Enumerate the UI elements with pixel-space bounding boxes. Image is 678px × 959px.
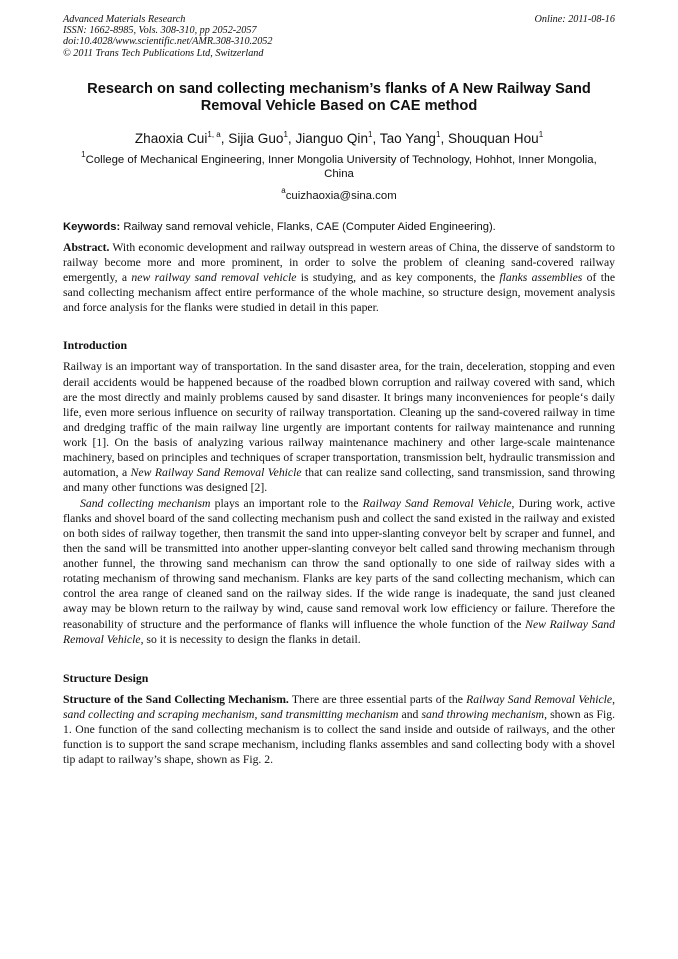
- author: Shouquan Hou$^1$: [448, 129, 544, 146]
- author: Tao Yang$^1$: [379, 129, 441, 146]
- author: Sijia Guo$^1$: [228, 129, 288, 146]
- journal-header: [63, 14, 615, 59]
- author-email: $^a$cuizhaoxia@sina.com: [281, 185, 397, 202]
- online-date: Online: 2011-08-16: [534, 14, 615, 25]
- section-heading-structure-design: Structure Design: [63, 670, 149, 685]
- intro-paragraph-2: Sand collecting mechanism plays an important role to the Railway Sand Removal Vehicle, During work, active flanks and shovel board of the sand collecting mechanism push and collect the sand existed in the railway and existed on both sides of railway together, then transmit the sand into upper-slanting conveyor belt by scraper and funnel, and then the sand will be transmitted into another upper-slanting conveyor belt called sand throwing mechanism through another funnel, the throwing sand mechanism can throw the sand optionally to one side of railway sides with a rotating mechanism of throwing sand mechanism. Flanks are key parts of the sand collecting mechanism, which can control the area range of cleaned sand on the railway sides. If the wide range is inadequate, the sand just cleaned away may be blown return to the railway by wind, cause sand removal work low efficiency or failure. Therefore the reasonability of structure and the performance of flanks will influence the whole function of the New Railway Sand Removal Vehicle, so it is necessity to design the flanks in detail.: [63, 496, 616, 646]
- journal-name: Advanced Materials Research: [63, 14, 186, 25]
- intro-paragraph-1: Railway is an important way of transportation. In the sand disaster area, for the train, deceleration, stopping and even derail accidents would be happened because of the roadbed blown corruption and railway covered with sand, which are the most directly and mainly problems caused by sand disaster. It brings many inconveniences for people‘s daily life, even more serious influence on security of railway transportation. Cleaning up the sand-covered railway in time and dredging traffic of the main railway line urgently are important contents for railway maintenance and running work [1]. On the basis of analyzing various railway maintenance machinery and other large-scale maintenance machinery, based on principles and techniques of scraper transportation, transmission belt, hydraulic transmission and automation, a New Railway Sand Removal Vehicle that can realize sand collecting, sand transmission, sand throwing and many other functions was designed [2].: [63, 360, 616, 495]
- author: Jianguo Qin$^1$: [295, 129, 373, 146]
- author-list: Zhaoxia Cui$^{1, a}$, Sijia Guo$^1$, Jianguo Qin$^1$, Tao Yang$^1$, Shouquan Hou$^1$: [134, 129, 544, 146]
- copyright-line: © 2011 Trans Tech Publications Ltd, Switzerland: [63, 47, 264, 59]
- author: Zhaoxia Cui$^{1, a}$: [134, 129, 221, 146]
- doi-line: doi:10.4028/www.scientific.net/AMR.308-310.2052: [63, 36, 273, 48]
- keywords: Keywords: Railway sand removal vehicle, Flanks, CAE (Computer Aided Engineering).: [63, 220, 496, 233]
- paper-page: [63, 14, 615, 767]
- section-heading-introduction: Introduction: [63, 338, 128, 353]
- structure-paragraph: Structure of the Sand Collecting Mechanism. There are three essential parts of the Railway Sand Removal Vehicle, sand collecting and scraping mechanism, sand transmitting mechanism and sand throwing mechanism, shown as Fig. 1. One function of the sand collecting mechanism is to collect the sand inside and outside of railways, and the other function is to support the sand scrape mechanism, including flanks assembles and sand collecting body with a shovel tip adapt to railway’s shape, shown as Fig. 2.: [63, 692, 616, 767]
- affiliation: $^1$College of Mechanical Engineering, Inner Mongolia University of Technology, Hohhot, Inner Mongolia, China: [81, 149, 597, 180]
- abstract: Abstract. With economic development and railway outspread in western areas of China, the disserve of sandstorm to railway become more and more prominent, in order to solve the problem of cleaning sand-covered railway emergently, a new railway sand removal vehicle is studying, and as key components, the flanks assemblies of the sand collecting mechanism affect entire performance of the whole machine, so structure design, movement analysis and force analysis for the flanks were studied in detail in this paper.: [63, 240, 616, 315]
- paper-title: Research on sand collecting mechanism’s flanks of A New Railway Sand Removal Vehicle Based on CAE method: [87, 80, 591, 115]
- issn-line: ISSN: 1662-8985, Vols. 308-310, pp 2052-2057: [63, 25, 257, 37]
